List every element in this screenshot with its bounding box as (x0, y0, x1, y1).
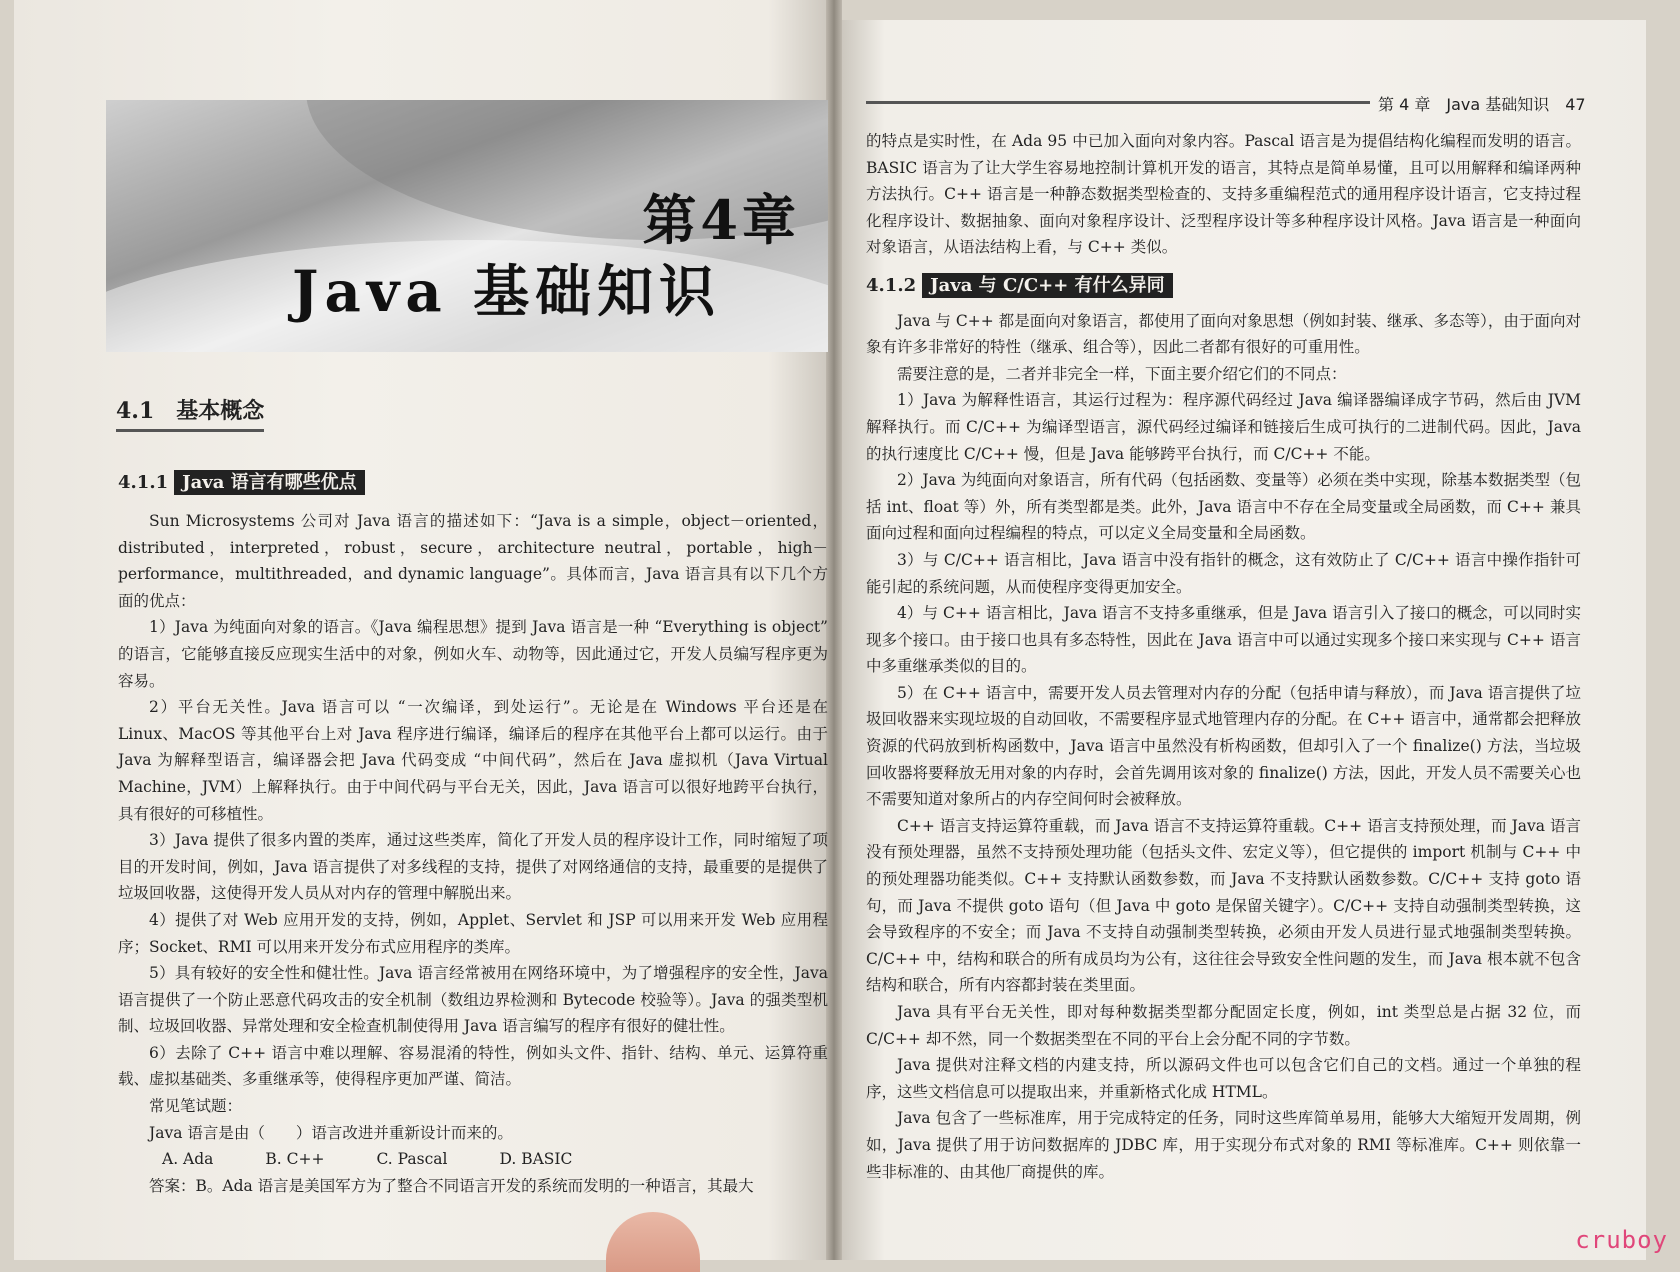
paragraph: Java 提供对注释文档的内建支持，所以源码文件也可以包含它们自己的文档。通过一个单独的程序，这些文档信息可以提取出来，并重新格式化成 HTML。 (866, 1056, 1581, 1101)
paragraph: 6）去除了 C++ 语言中难以理解、容易混淆的特性，例如头文件、指针、结构、单元、运算符重载、虚拟基础类、多重继承等，使得程序更加严谨、简洁。 (118, 1043, 828, 1089)
quiz-label: 常见笔试题： (149, 1097, 243, 1116)
paragraph: 3）Java 提供了很多内置的类库，通过这些类库，简化了开发人员的程序设计工作，同时缩短了项目的开发时间，例如，Java 语言提供了对多线程的支持，提供了对网络通信的支持，最重要的是提供了垃圾回收器，这使得开发人员从对内存的管理中解脱出来。 (118, 831, 828, 903)
paragraph: 的特点是实时性，在 Ada 95 中已加入面向对象内容。Pascal 语言是为提倡结构化编程而发明的语言。BASIC 语言为了让大学生容易地控制计算机开发的语言，其特点是简单易懂，且可以用解释和编译两种方法执行。C++ 语言是一种静态数据类型检查的、支持多重编程范式的通用程序设计语言，它支持过程化程序设计、数据抽象、面向对象程序设计、泛型程序设计等多种程序设计风格。Java 语言是一种面向对象语言，从语法结构上看，与 C++ 类似。 (866, 132, 1581, 257)
left-body-text (118, 508, 828, 1199)
paragraph: 4）与 C++ 语言相比，Java 语言不支持多重继承，但是 Java 语言引入了接口的概念，可以同时实现多个接口。由于接口也具有多态特性，因此在 Java 语言中可以通过实现多个接口来实现与 C++ 语言中多重继承类似的目的。 (866, 604, 1581, 676)
paragraph: 2）平台无关性。Java 语言可以 “一次编译，到处运行”。无论是在 Windows 平台还是在 Linux、MacOS 等其他平台上对 Java 程序进行编译，编译后的程序在其他平台上都可以运行。由于 Java 为解释型语言，编译器会把 Java 代码变成 “中间代码”，然后在 Java 虚拟机（Java Virtual Machine，JVM）上解释执行。由于中间代码与平台无关，因此，Java 语言可以很好地跨平台执行，具有很好的可移植性。 (118, 698, 828, 823)
chapter-number: 第4章 (642, 188, 800, 252)
right-body-text (866, 128, 1581, 1185)
paragraph: 5）在 C++ 语言中，需要开发人员去管理对内存的分配（包括申请与释放），而 Java 语言提供了垃圾回收器来实现垃圾的自动回收，不需要程序显式地管理内存的分配。在 C++ 语言中，通常都会把释放资源的代码放到析构函数中，Java 语言中虽然没有析构函数，但却引入了一个 finalize() 方法，当垃圾回收器将要释放无用对象的内存时，会首先调用该对象的 finalize() 方法，因此，开发人员不需要关心也不需要知道对象所占的内存空间何时会被释放。 (866, 683, 1581, 809)
paragraph: 2）Java 为纯面向对象语言，所有代码（包括函数、变量等）必须在类中实现，除基本数据类型（包括 int、float 等）外，所有类型都是类。此外，Java 语言中不存在全局变量或全局函数，而 C++ 兼具面向过程和面向过程编程的特点，可以定义全局变量和全局函数。 (866, 471, 1581, 543)
paragraph: 1）Java 为纯面向对象的语言。《Java 编程思想》提到 Java 语言是一种 “Everything is object” 的语言，它能够直接反应现实生活中的对象，例如火车、动物等，因此通过它，开发人员编写程序更为容易。 (118, 618, 828, 690)
paragraph: 5）具有较好的安全性和健壮性。Java 语言经常被用在网络环境中，为了增强程序的安全性，Java 语言提供了一个防止恶意代码攻击的安全机制（数组边界检测和 Bytecode 校验等）。Java 的强类型机制、垃圾回收器、异常处理和安全检查机制使得用 Java 语言编写的程序有很好的健壮性。 (118, 964, 828, 1036)
quiz-question: Java 语言是由（ ）语言改进并重新设计而来的。 (149, 1123, 513, 1142)
subsection-number: 4.1.2 (866, 274, 917, 296)
quiz-option: C. Pascal (376, 1150, 448, 1169)
paragraph: 1）Java 为解释性语言，其运行过程为：程序源代码经过 Java 编译器编译成字节码，然后由 JVM 解释执行。而 C/C++ 为编译型语言，源代码经过编译和链接后生成可执行的二进制代码。因此，Java 的执行速度比 C/C++ 慢，但是 Java 能够跨平台执行，而 C/C++ 不能。 (866, 391, 1581, 463)
paragraph: 3）与 C/C++ 语言相比，Java 语言中没有指针的概念，这有效防止了 C/C++ 语言中操作指针可能引起的系统问题，从而使程序变得更加安全。 (866, 550, 1581, 596)
paragraph: 4）提供了对 Web 应用开发的支持，例如，Applet、Servlet 和 JSP 可以用来开发 Web 应用程序；Socket、RMI 可以用来开发分布式应用程序的类库。 (118, 910, 828, 956)
watermark: cruboy (1575, 1226, 1668, 1254)
page-header-rule (866, 101, 1370, 104)
quiz-options (118, 1146, 828, 1173)
quiz-option: D. BASIC (499, 1150, 573, 1169)
chapter-title: Java 基础知识 (292, 259, 722, 325)
quiz-option: B. C++ (265, 1150, 325, 1169)
paragraph: Java 包含了一些标准库，用于完成特定的任务，同时这些库简单易用，能够大大缩短开发周期，例如，Java 提供了用于访问数据库的 JDBC 库，用于实现分布式对象的 RMI 等标准库。C++ 则依靠一些非标准的、由其他厂商提供的库。 (866, 1109, 1581, 1181)
paragraph: Java 与 C++ 都是面向对象语言，都使用了面向对象思想（例如封装、继承、多态等），由于面向对象有许多非常好的特性（继承、组合等），因此二者都有很好的可重用性。 (866, 311, 1581, 357)
paragraph: Sun Microsystems 公司对 Java 语言的描述如下：“Java is a simple，object－oriented，distributed，interpreted，robust，secure，architecture neutral，portable，high－performance，multithreaded，and dynamic language”。具体而言，Java 语言具有以下几个方面的优点： (118, 512, 828, 610)
chapter-banner (106, 100, 828, 352)
page-header: 第 4 章 Java 基础知识 47 (1378, 95, 1586, 114)
subsection-number: 4.1.1 (118, 472, 169, 493)
paragraph: 需要注意的是，二者并非完全一样，下面主要介绍它们的不同点： (897, 364, 1347, 383)
subsection-heading (118, 468, 365, 494)
subsection-title: Java 语言有哪些优点 (174, 470, 365, 495)
book-gutter (826, 0, 842, 1260)
subsection-heading (866, 273, 1581, 300)
quiz-answer: 答案：B。Ada 语言是美国军方为了整合不同语言开发的系统而发明的一种语言，其最大 (149, 1176, 754, 1195)
paragraph: Java 具有平台无关性，即对每种数据类型都分配固定长度，例如，int 类型总是占据 32 位，而 C/C++ 却不然，同一个数据类型在不同的平台上会分配不同的字节数。 (866, 1003, 1581, 1048)
subsection-title: Java 与 C/C++ 有什么异同 (922, 273, 1173, 298)
section-heading: 4.1 基本概念 (116, 394, 264, 432)
paragraph: C++ 语言支持运算符重载，而 Java 语言不支持运算符重载。C++ 语言支持预处理，而 Java 语言没有预处理器，虽然不支持预处理功能（包括头文件、宏定义等），但它提供的 import 机制与 C++ 中的预处理器功能类似。C++ 支持默认函数参数，而 Java 不支持默认函数参数。C/C++ 支持 goto 语句，而 Java 不提供 goto 语句（但 Java 中 goto 是保留关键字）。C/C++ 支持自动强制类型转换，这会导致程序的不安全；而 Java 不支持自动强制类型转换，必须由开发人员进行显式地强制类型转换。C/C++ 中，结构和联合的所有成员均为公有，这往往会导致安全性问题的发生，而 Java 根本就不包含结构和联合，所有内容都封装在类里面。 (866, 816, 1581, 995)
quiz-option: A. Ada (162, 1150, 214, 1169)
